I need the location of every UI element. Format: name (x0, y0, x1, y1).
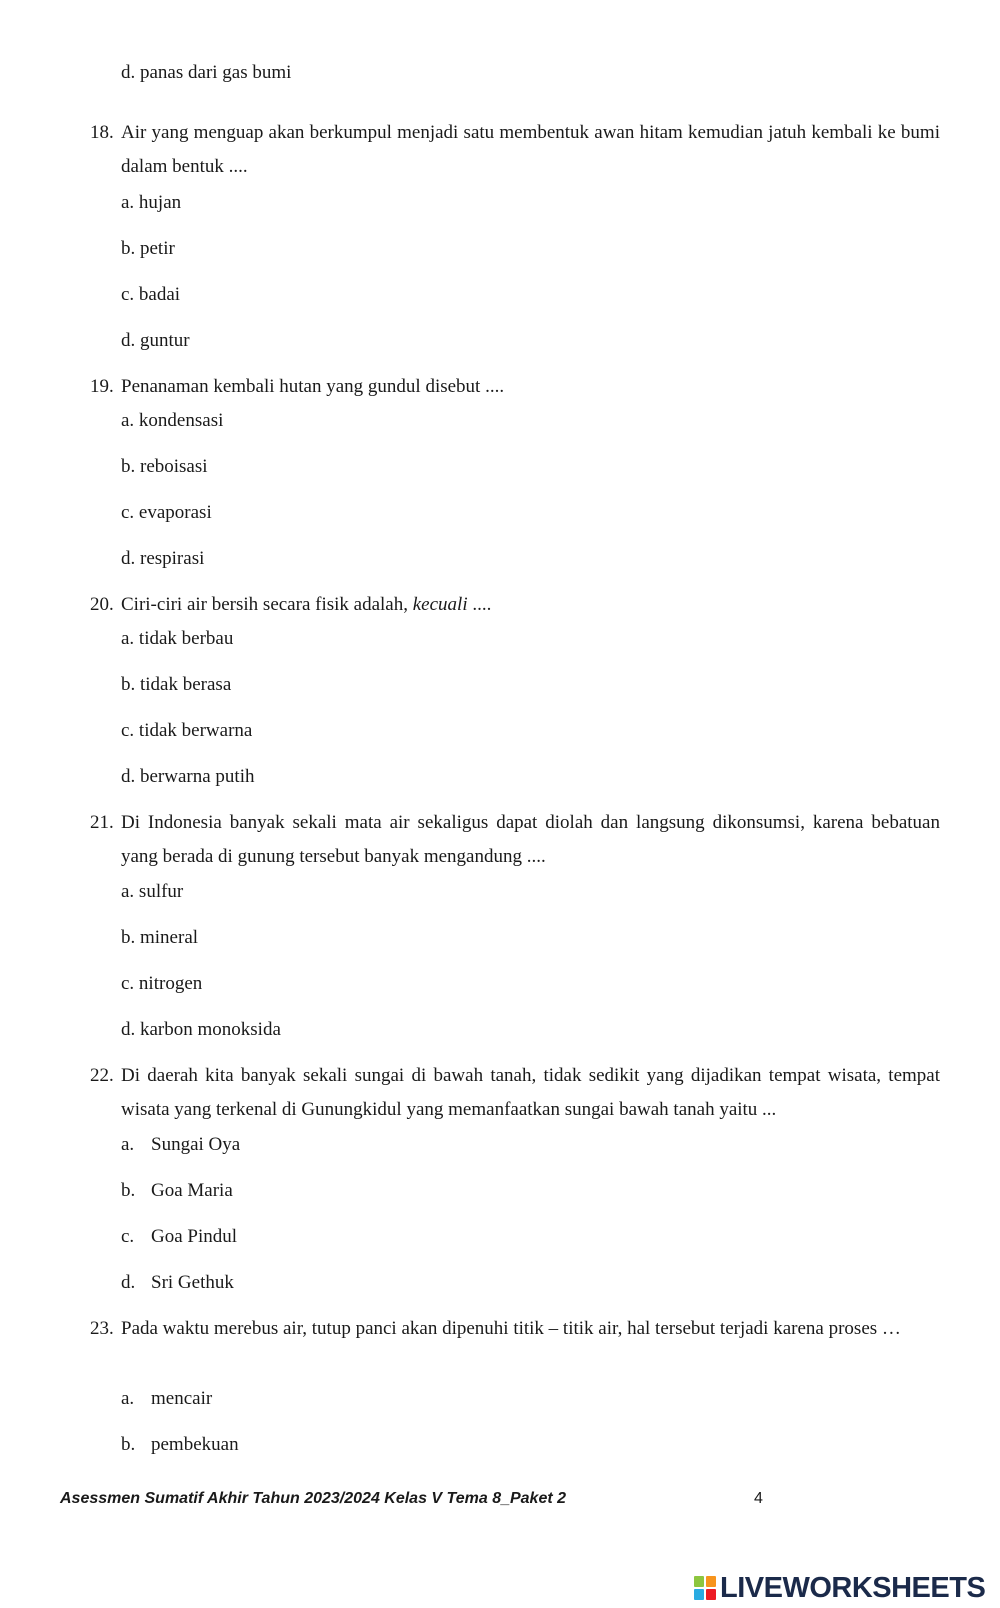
q21-option-d: d. karbon monoksida (121, 1019, 281, 1040)
q18-option-b: b. petir (121, 238, 175, 259)
q20-number: 20. (90, 594, 114, 615)
q23-text: Pada waktu merebus air, tutup panci akan dipenuhi titik – titik air, hal tersebut terjadi karena proses … (121, 1318, 901, 1339)
q20-text-start: Ciri-ciri air bersih secara fisik adalah, (121, 594, 413, 615)
q22-option-d-label: Sri Gethuk (151, 1272, 234, 1293)
q19-number: 19. (90, 376, 114, 397)
q20-option-a: a. tidak berbau (121, 628, 234, 649)
q19-option-d: d. respirasi (121, 548, 205, 569)
q19-text: Penanaman kembali hutan yang gundul disebut .... (121, 376, 505, 397)
logo-cell-4 (706, 1589, 716, 1600)
q22-option-a (121, 1133, 240, 1157)
q18-option-a: a. hujan (121, 192, 182, 213)
q20-option-c: c. tidak berwarna (121, 720, 253, 741)
q18-option-c: c. badai (121, 284, 181, 305)
logo-cell-1 (694, 1576, 704, 1587)
q20-text-emphasis: kecuali (412, 594, 468, 615)
q22-option-d-letter: d. (121, 1272, 136, 1293)
q18-text: Air yang menguap akan berkumpul menjadi satu membentuk awan hitam kemudian jatuh kembali ke bumi dalam bentuk .... (121, 122, 940, 177)
q22-option-b (121, 1179, 233, 1203)
q22-option-b-letter: b. (121, 1180, 136, 1201)
q19-option-c: c. evaporasi (121, 502, 212, 523)
q20-text-end: .... (467, 594, 492, 615)
liveworksheets-logo (694, 1572, 985, 1604)
q21-text: Di Indonesia banyak sekali mata air sekaligus dapat diolah dan langsung dikonsumsi, karena bebatuan yang berada di gunung tersebut banyak mengandung .... (121, 812, 940, 867)
q21-number: 21. (90, 812, 114, 833)
q22-option-d (121, 1271, 234, 1295)
q23-option-b-letter: b. (121, 1434, 136, 1455)
q17-option-d: d. panas dari gas bumi (121, 62, 292, 83)
q20-option-b: b. tidak berasa (121, 674, 232, 695)
q23-option-a-label: mencair (151, 1388, 213, 1409)
q23-number: 23. (90, 1318, 114, 1339)
q23-option-b (121, 1433, 239, 1457)
q22-option-a-letter: a. (121, 1134, 135, 1155)
q22-number: 22. (90, 1065, 114, 1086)
q22-option-c-letter: c. (121, 1226, 135, 1247)
q22-option-c (121, 1225, 237, 1249)
q18-number: 18. (90, 122, 114, 143)
q22-option-a-label: Sungai Oya (151, 1134, 241, 1155)
q23-option-a-letter: a. (121, 1388, 135, 1409)
q22-option-c-label: Goa Pindul (151, 1226, 238, 1247)
q19-option-b: b. reboisasi (121, 456, 208, 477)
q21-option-a: a. sulfur (121, 881, 184, 902)
liveworksheets-wordmark: LIVEWORKSHEETS (720, 1572, 986, 1604)
q19-option-a: a. kondensasi (121, 410, 224, 431)
page-number: 4 (754, 1490, 763, 1507)
q18-option-d: d. guntur (121, 330, 190, 351)
logo-cell-3 (694, 1589, 704, 1600)
q23-option-b-label: pembekuan (151, 1434, 239, 1455)
q23-option-a (121, 1387, 212, 1411)
q20-option-d: d. berwarna putih (121, 766, 255, 787)
q21-option-c: c. nitrogen (121, 973, 203, 994)
q22-option-b-label: Goa Maria (151, 1180, 233, 1201)
q21-option-b: b. mineral (121, 927, 199, 948)
q22-text: Di daerah kita banyak sekali sungai di bawah tanah, tidak sedikit yang dijadikan tempat wisata, tempat wisata yang terkenal di Gunungkidul yang memanfaatkan sungai bawah tanah yaitu ... (121, 1065, 940, 1120)
liveworksheets-grid-icon (694, 1576, 716, 1600)
logo-cell-2 (706, 1576, 716, 1587)
q20-text (121, 588, 940, 622)
footer-title: Asessmen Sumatif Akhir Tahun 2023/2024 Kelas V Tema 8_Paket 2 (60, 1490, 567, 1507)
